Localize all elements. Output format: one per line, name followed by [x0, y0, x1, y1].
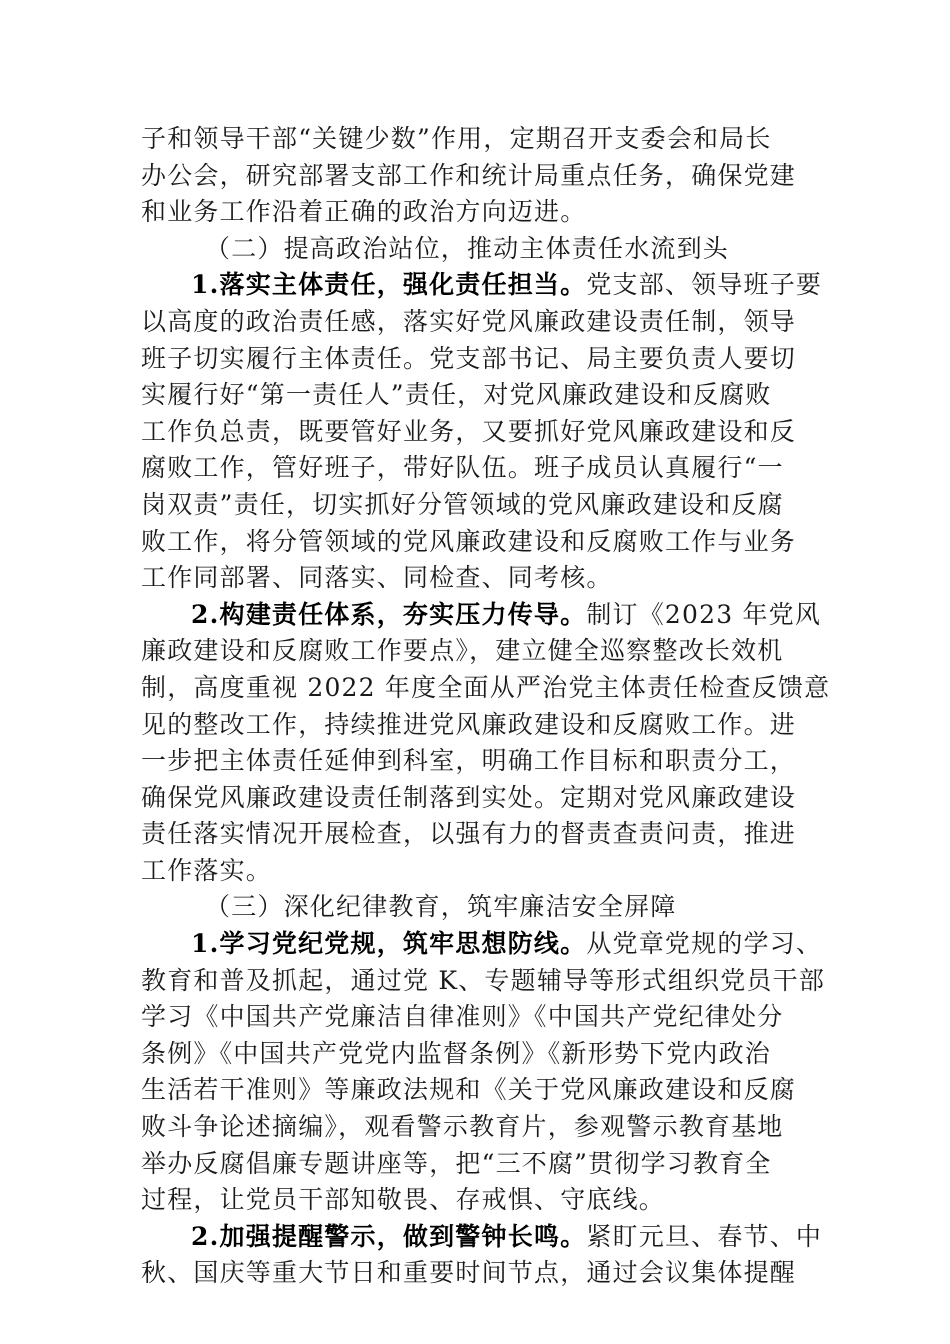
text-line: [141, 487, 809, 524]
line-text: 和业务工作沿着正确的政治方向迈进。: [141, 197, 587, 227]
text-line: [141, 816, 809, 853]
line-text: 廉政建设和反腐败工作要点》，建立健全巡察整改长效机: [141, 636, 784, 666]
line-text: 生活若干准则》等廉政法规和《关于党风廉政建设和反腐: [141, 1075, 797, 1105]
subsection-lead: 1.落实主体责任，强化责任担当。: [191, 270, 587, 300]
subsection-lead: 2.构建责任体系，夯实压力传导。: [191, 599, 587, 629]
line-text: 见的整改工作，持续推进党风廉政建设和反腐败工作。进: [141, 709, 797, 739]
line-text: 工作负总责，既要管好业务，又要抓好党风廉政建设和反: [141, 416, 797, 446]
text-line: [141, 121, 809, 158]
line-text: 腐败工作，管好班子，带好队伍。班子成员认真履行“一: [141, 453, 784, 483]
text-line: [141, 194, 809, 231]
line-text: 秋、国庆等重大节日和重要时间节点，通过会议集体提醒: [141, 1258, 797, 1288]
text-line: [141, 560, 809, 597]
subsection-lead: 1.学习党纪党规，筑牢思想防线。: [191, 929, 587, 959]
text-line: [141, 1036, 809, 1073]
line-text: （三）深化纪律教育，筑牢廉洁安全屏障: [205, 892, 677, 922]
text-line: [141, 670, 831, 707]
line-text: 工作同部署、同落实、同检查、同考核。: [141, 563, 613, 593]
text-line: [141, 999, 809, 1036]
text-line: [141, 450, 809, 487]
line-text: 制订《2023 年党风: [586, 599, 822, 629]
text-line: [141, 963, 826, 1000]
text-line: [141, 1255, 809, 1292]
line-text: 党支部、领导班子要: [586, 270, 823, 300]
line-text: 条例》《中国共产党党内监督条例》《新形势下党内政治: [141, 1038, 772, 1068]
text-line: [141, 377, 809, 414]
line-text: 班子切实履行主体责任。党支部书记、局主要负责人要切: [141, 343, 797, 373]
line-text: （二）提高政治站位，推动主体责任水流到头: [205, 233, 730, 263]
text-line: [141, 743, 809, 780]
line-text: 败斗争论述摘编》，观看警示教育片，参观警示教育基地: [141, 1112, 784, 1142]
line-text: 岗双责”责任，切实抓好分管领域的党风廉政建设和反腐: [141, 489, 784, 519]
line-text: 以高度的政治责任感，落实好党风廉政建设责任制，领导: [141, 306, 797, 336]
paragraph-first-line: [141, 926, 823, 963]
text-line: [141, 524, 809, 561]
line-text: 制，高度重视 2022 年度全面从严治党主体责任检查反馈意: [141, 672, 831, 702]
text-line: [141, 158, 809, 195]
text-line: [141, 341, 809, 378]
line-text: 紧盯元旦、春节、中: [586, 1221, 823, 1251]
paragraph-first-line: [141, 597, 822, 634]
line-text: 办公会，研究部署支部工作和统计局重点任务，确保党建: [141, 160, 797, 190]
line-text: 败工作，将分管领域的党风廉政建设和反腐败工作与业务: [141, 526, 797, 556]
line-text: 学习《中国共产党廉洁自律准则》《中国共产党纪律处分: [141, 1002, 784, 1032]
line-text: 责任落实情况开展检查，以强有力的督责查责问责，推进: [141, 819, 797, 849]
line-text: 从党章党规的学习、: [586, 929, 823, 959]
text-line: [141, 1109, 809, 1146]
document-body: [141, 121, 831, 1292]
line-text: 确保党风廉政建设责任制落到实处。定期对党风廉政建设: [141, 782, 797, 812]
text-line: [141, 1182, 809, 1219]
text-line: [141, 853, 809, 890]
line-text: 一步把主体责任延伸到科室，明确工作目标和职责分工，: [141, 746, 797, 776]
text-line: [141, 1072, 809, 1109]
section-heading: [141, 889, 809, 926]
subsection-lead: 2.加强提醒警示，做到警钟长鸣。: [191, 1221, 587, 1251]
text-line: [141, 707, 809, 744]
text-line: [141, 780, 809, 817]
section-heading: [141, 231, 809, 268]
text-line: [141, 633, 809, 670]
line-text: 过程，让党员干部知敬畏、存戒惧、守底线。: [141, 1185, 666, 1215]
text-line: [141, 1146, 809, 1183]
line-text: 工作落实。: [141, 855, 273, 885]
text-line: [141, 304, 809, 341]
line-text: 教育和普及抓起，通过党 K、专题辅导等形式组织党员干部: [141, 965, 826, 995]
line-text: 实履行好“第一责任人”责任，对党风廉政建设和反腐败: [141, 380, 772, 410]
line-text: 子和领导干部“关键少数”作用，定期召开支委会和局长: [141, 124, 772, 153]
paragraph-first-line: [141, 1219, 823, 1256]
paragraph-first-line: [141, 267, 823, 304]
line-text: 举办反腐倡廉专题讲座等，把“三不腐”贯彻学习教育全: [141, 1148, 772, 1178]
text-line: [141, 414, 809, 451]
